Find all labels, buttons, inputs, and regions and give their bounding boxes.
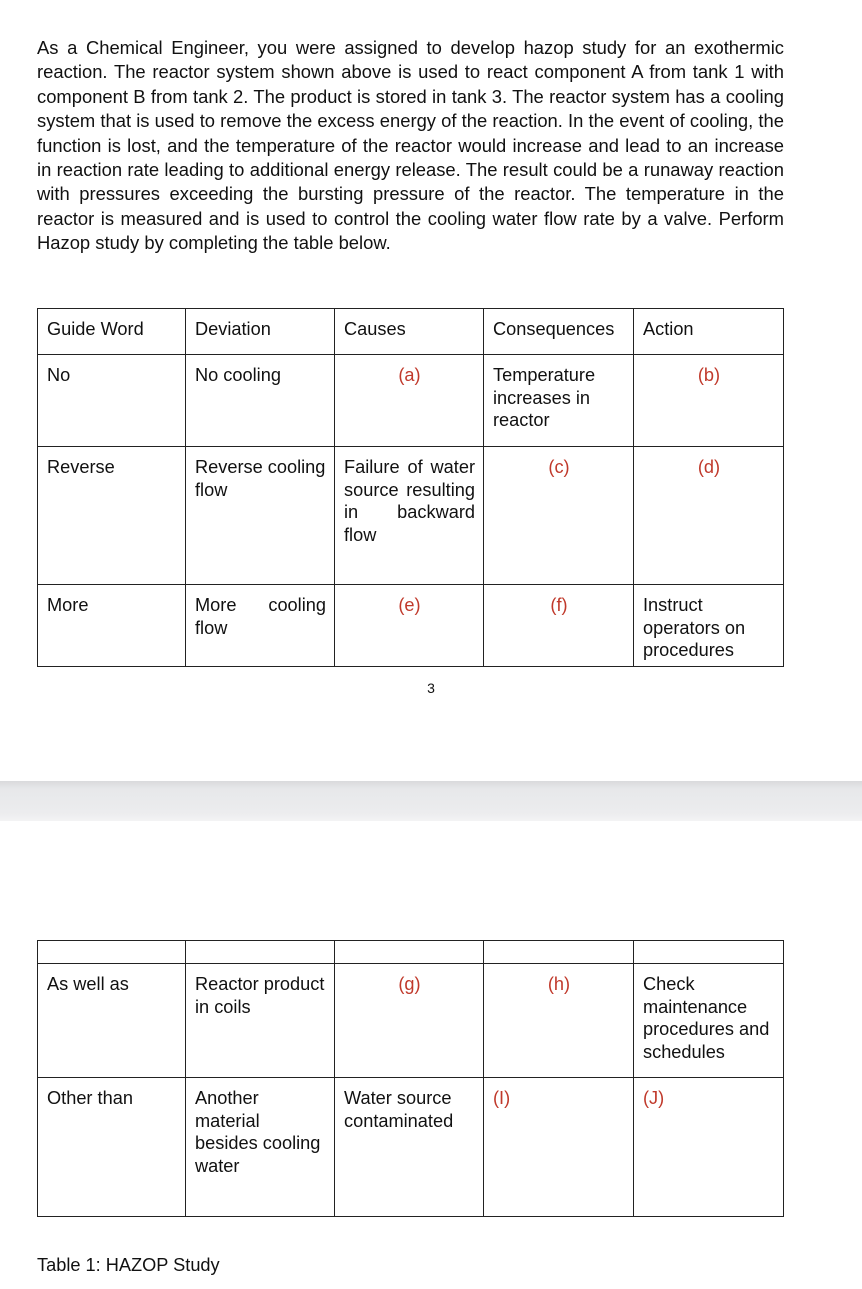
guide-word-cell: Reverse bbox=[38, 447, 186, 585]
answer-placeholder-b: (b) bbox=[634, 355, 784, 447]
answer-placeholder-c: (c) bbox=[484, 447, 634, 585]
table-caption: Table 1: HAZOP Study bbox=[37, 1255, 220, 1275]
answer-placeholder-a: (a) bbox=[335, 355, 484, 447]
guide-word-cell: More bbox=[38, 585, 186, 667]
empty-cell bbox=[38, 941, 186, 964]
guide-word-cell: As well as bbox=[38, 964, 186, 1078]
problem-statement: As a Chemical Engineer, you were assigned to develop hazop study for an exothermic reaction. The reactor system shown above is used to react component A from tank 1 with component B from tank 2. The product is stored in tank 3. The reactor system has a cooling system that is used to remove the excess energy of the reaction. In the event of cooling, the function is lost, and the temperature of the reactor would increase and lead to an increase in reaction rate leading to additional energy release. The result could be a runaway reaction with pressures exceeding the bursting pressure of the reactor. The temperature in the reactor is measured and is used to control the cooling water flow rate by a valve. Perform Hazop study by completing the table below. bbox=[37, 37, 784, 254]
cause-cell: Failure of water source resulting in backward flow bbox=[335, 447, 484, 585]
header-consequences: Consequences bbox=[484, 309, 634, 355]
guide-word-cell: No bbox=[38, 355, 186, 447]
answer-placeholder-d: (d) bbox=[634, 447, 784, 585]
answer-placeholder-g: (g) bbox=[335, 964, 484, 1078]
empty-cell bbox=[186, 941, 335, 964]
cause-cell: Water source contaminated bbox=[335, 1078, 484, 1217]
answer-placeholder-f: (f) bbox=[484, 585, 634, 667]
page-separator bbox=[0, 781, 862, 821]
empty-cell bbox=[634, 941, 784, 964]
empty-cell bbox=[335, 941, 484, 964]
action-cell: Instruct operators on procedures bbox=[634, 585, 784, 667]
empty-cell bbox=[484, 941, 634, 964]
deviation-cell: More cooling flow bbox=[186, 585, 335, 667]
answer-placeholder-h: (h) bbox=[484, 964, 634, 1078]
header-deviation: Deviation bbox=[186, 309, 335, 355]
document-page-2 bbox=[0, 821, 862, 1289]
consequence-cell: Temperature increases in reactor bbox=[484, 355, 634, 447]
deviation-cell: No cooling bbox=[186, 355, 335, 447]
table-row bbox=[38, 964, 784, 1078]
hazop-table-part-2 bbox=[37, 940, 784, 1217]
deviation-cell: Another material besides cooling water bbox=[186, 1078, 335, 1217]
page-number: 3 bbox=[427, 680, 435, 696]
deviation-cell: Reactor product in coils bbox=[186, 964, 335, 1078]
action-cell: Check maintenance procedures and schedules bbox=[634, 964, 784, 1078]
table-row bbox=[38, 355, 784, 447]
guide-word-cell: Other than bbox=[38, 1078, 186, 1217]
header-causes: Causes bbox=[335, 309, 484, 355]
answer-placeholder-i: (I) bbox=[484, 1078, 634, 1217]
answer-placeholder-e: (e) bbox=[335, 585, 484, 667]
table-header-row bbox=[38, 309, 784, 355]
header-guide-word: Guide Word bbox=[38, 309, 186, 355]
table-row bbox=[38, 1078, 784, 1217]
table-continuation-row bbox=[38, 941, 784, 964]
table-row bbox=[38, 447, 784, 585]
hazop-table-part-1 bbox=[37, 308, 784, 667]
table-row bbox=[38, 585, 784, 667]
answer-placeholder-j: (J) bbox=[634, 1078, 784, 1217]
deviation-cell: Reverse cooling flow bbox=[186, 447, 335, 585]
header-action: Action bbox=[634, 309, 784, 355]
